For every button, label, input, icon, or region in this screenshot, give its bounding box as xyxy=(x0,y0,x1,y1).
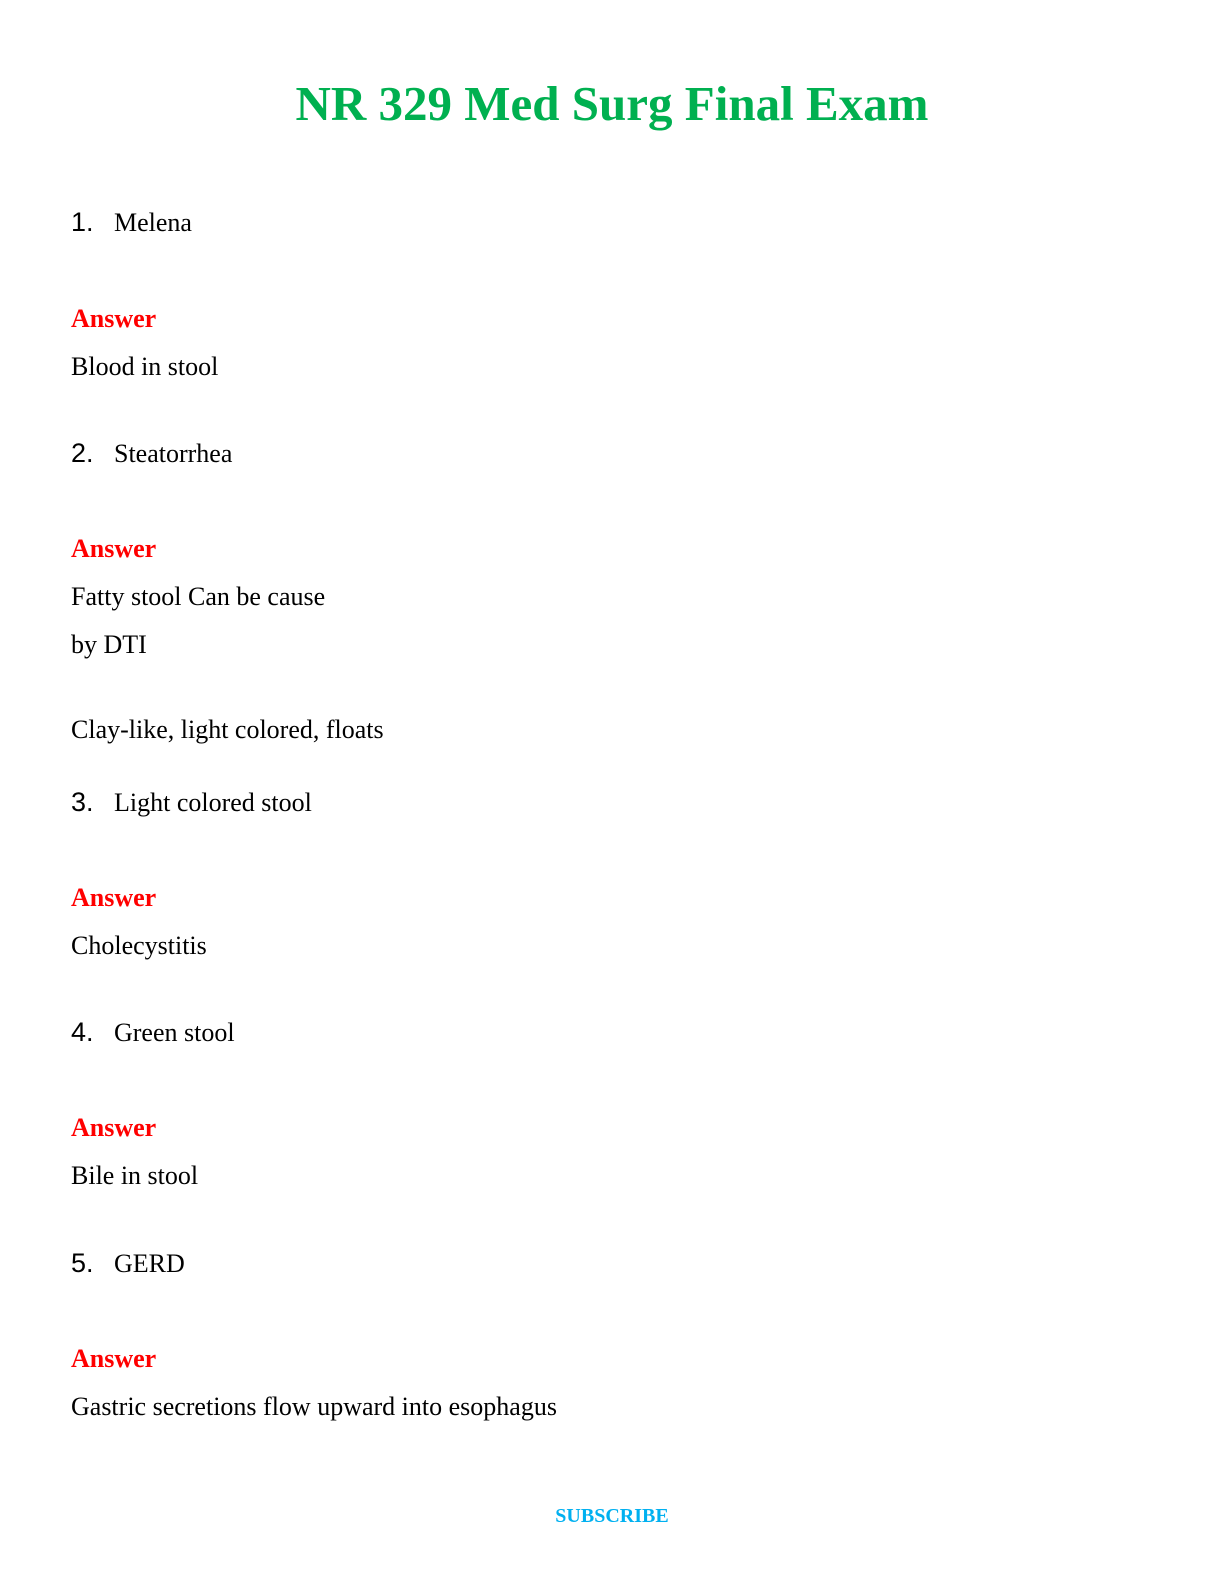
answer-text-3: Cholecystitis xyxy=(71,931,207,960)
question-text: Light colored stool xyxy=(114,788,312,817)
question-text: Steatorrhea xyxy=(114,439,233,468)
answer-text-4: Bile in stool xyxy=(71,1161,199,1190)
answer-text-5: Gastric secretions flow upward into esophagus xyxy=(71,1392,557,1421)
answer-text-2-line-1: Fatty stool Can be cause xyxy=(71,582,326,611)
question-text: Melena xyxy=(114,208,192,237)
question-2 xyxy=(71,436,232,471)
subscribe-link[interactable]: SUBSCRIBE xyxy=(555,1505,669,1527)
question-number: 5. xyxy=(71,1248,94,1278)
question-5 xyxy=(71,1246,185,1281)
question-text: Green stool xyxy=(114,1018,235,1047)
answer-label-5: Answer xyxy=(71,1344,157,1373)
question-4 xyxy=(71,1015,235,1050)
question-number: 1. xyxy=(71,207,94,237)
question-number: 4. xyxy=(71,1017,94,1047)
question-text: GERD xyxy=(114,1249,185,1278)
answer-text-1: Blood in stool xyxy=(71,352,219,381)
question-number: 2. xyxy=(71,438,94,468)
answer-text-2-line-2: by DTI xyxy=(71,630,147,659)
answer-text-2-line-3: Clay-like, light colored, floats xyxy=(71,715,384,744)
question-3 xyxy=(71,785,312,820)
question-number: 3. xyxy=(71,787,94,817)
answer-label-4: Answer xyxy=(71,1113,157,1142)
answer-label-3: Answer xyxy=(71,883,157,912)
answer-label-2: Answer xyxy=(71,534,157,563)
answer-label-1: Answer xyxy=(71,304,157,333)
question-1 xyxy=(71,205,192,240)
page-title: NR 329 Med Surg Final Exam xyxy=(295,76,929,131)
